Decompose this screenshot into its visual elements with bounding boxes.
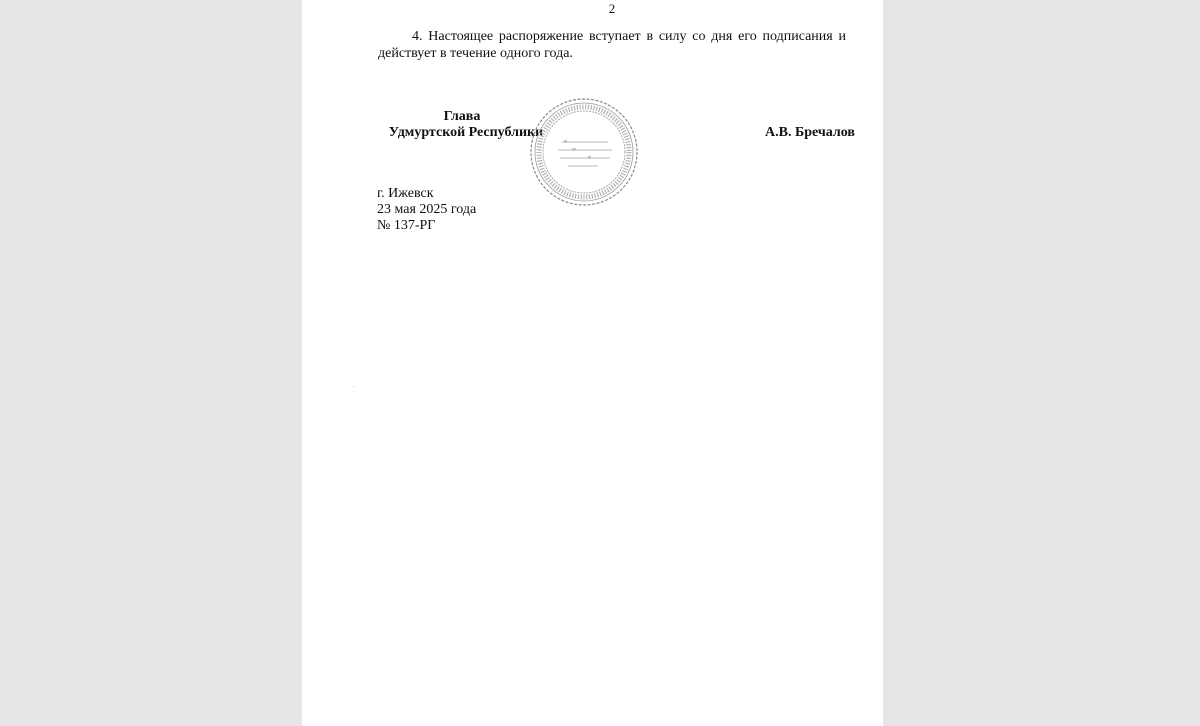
document-date: 23 мая 2025 года: [377, 202, 477, 217]
round-seal-icon: [528, 96, 640, 208]
page-number: 2: [608, 1, 616, 16]
document-number: № 137-РГ: [377, 218, 436, 233]
signatory-name: А.В. Бречалов: [765, 125, 855, 140]
signatory-title-line2: Удмуртской Республики: [388, 125, 544, 140]
document-city: г. Ижевск: [377, 186, 434, 201]
signatory-title-line1: Глава: [443, 109, 481, 124]
clause-paragraph: 4. Настоящее распоряжение вступает в силу со дня его подписания и действует в течение одного года.: [378, 29, 846, 61]
document-page: [302, 0, 883, 726]
scan-speck: [353, 386, 354, 387]
